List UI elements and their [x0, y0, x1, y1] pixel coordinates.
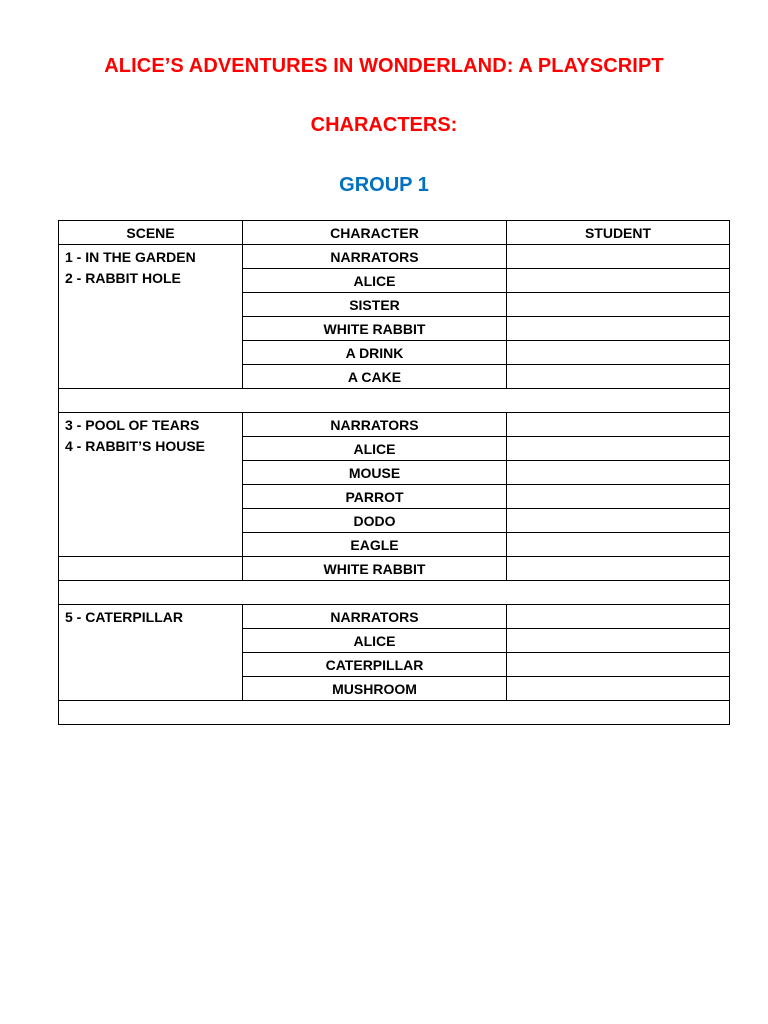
character-cell: WHITE RABBIT [243, 317, 507, 341]
character-cell: ALICE [243, 437, 507, 461]
character-cell: ALICE [243, 269, 507, 293]
character-cell: NARRATORS [243, 605, 507, 629]
scene-label: 2 - RABBIT HOLE [65, 270, 181, 286]
spacer-row [59, 389, 730, 413]
student-cell[interactable] [507, 653, 730, 677]
character-cell: EAGLE [243, 533, 507, 557]
scene-label: 1 - IN THE GARDEN [65, 249, 196, 265]
student-cell[interactable] [507, 317, 730, 341]
character-cell: A CAKE [243, 365, 507, 389]
spacer-cell [59, 581, 730, 605]
table-row [59, 605, 730, 629]
character-cell: A DRINK [243, 341, 507, 365]
table-row [59, 557, 730, 581]
student-cell[interactable] [507, 677, 730, 701]
student-cell[interactable] [507, 365, 730, 389]
character-cell: PARROT [243, 485, 507, 509]
character-cell: NARRATORS [243, 245, 507, 269]
student-cell[interactable] [507, 341, 730, 365]
character-cell: ALICE [243, 629, 507, 653]
scene-label: 3 - POOL OF TEARS [65, 417, 200, 433]
table-row [59, 245, 730, 269]
character-cell: NARRATORS [243, 413, 507, 437]
header-character: CHARACTER [243, 221, 507, 245]
character-cell: MOUSE [243, 461, 507, 485]
student-cell[interactable] [507, 461, 730, 485]
character-cell: WHITE RABBIT [243, 557, 507, 581]
spacer-row [59, 701, 730, 725]
student-cell[interactable] [507, 629, 730, 653]
character-cell: CATERPILLAR [243, 653, 507, 677]
student-cell[interactable] [507, 605, 730, 629]
scene-cell [59, 413, 243, 557]
character-cell: SISTER [243, 293, 507, 317]
table-header-row [59, 221, 730, 245]
scene-cell [59, 245, 243, 389]
scene-label: 5 - CATERPILLAR [65, 609, 183, 625]
student-cell[interactable] [507, 413, 730, 437]
spacer-cell [59, 389, 730, 413]
header-scene: SCENE [59, 221, 243, 245]
spacer-cell [59, 701, 730, 725]
student-cell[interactable] [507, 533, 730, 557]
student-cell[interactable] [507, 485, 730, 509]
student-cell[interactable] [507, 269, 730, 293]
student-cell[interactable] [507, 437, 730, 461]
group-heading: GROUP 1 [339, 174, 429, 196]
character-cell: DODO [243, 509, 507, 533]
document-title: ALICE’S ADVENTURES IN WONDERLAND: A PLAYSCRIPT [104, 55, 664, 77]
characters-heading: CHARACTERS: [310, 114, 458, 136]
scene-cell-empty [59, 557, 243, 581]
table-row [59, 413, 730, 437]
student-cell[interactable] [507, 509, 730, 533]
student-cell[interactable] [507, 293, 730, 317]
student-cell[interactable] [507, 557, 730, 581]
scene-label: 4 - RABBIT’S HOUSE [65, 438, 206, 454]
character-cell: MUSHROOM [243, 677, 507, 701]
scene-cell [59, 605, 243, 701]
casting-table [58, 220, 730, 725]
student-cell[interactable] [507, 245, 730, 269]
header-student: STUDENT [507, 221, 730, 245]
spacer-row [59, 581, 730, 605]
